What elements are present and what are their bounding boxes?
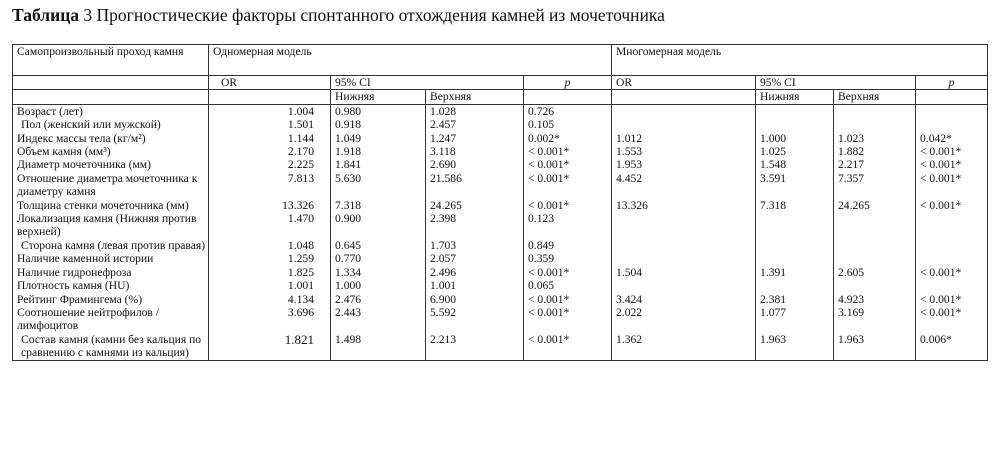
uni-or-cell: 3.696 [209,306,331,333]
uni-or-cell: 13.326 [209,199,331,212]
multi-or-cell [612,212,756,239]
uni-upper-cell: 2.457 [426,118,524,131]
header-row-1 [13,45,988,76]
factor-label-cell: Отношение диаметра мочеточника к диаметру камня [13,172,209,199]
multi-lower-cell: 1.025 [756,145,834,158]
uni-lower-cell: 5.630 [331,172,426,199]
uni-p-cell: 0.123 [524,212,612,239]
multi-p-cell: < 0.001* [916,199,988,212]
uni-p-header: p [524,76,612,90]
uni-p-cell: < 0.001* [524,145,612,158]
multi-p-cell: 0.042* [916,132,988,145]
uni-or-cell: 2.170 [209,145,331,158]
caption-text: 3 Прогностические факторы спонтанного отхождения камней из мочеточника [79,5,665,25]
multi-p-header: p [916,76,988,90]
multi-lower-cell [756,252,834,265]
table-row [13,118,988,131]
uni-or-cell: 1.501 [209,118,331,131]
uni-or-cell: 1.821 [209,333,331,360]
table-row [13,158,988,171]
uni-lower-cell: 0.900 [331,212,426,239]
factor-label-cell: Плотность камня (HU) [13,279,209,292]
multi-upper-header: Верхняя [834,90,916,104]
table-row [13,104,988,118]
multi-lower-cell: 7.318 [756,199,834,212]
uni-p-cell: 0.726 [524,104,612,118]
multi-lower-cell: 1.963 [756,333,834,360]
uni-or-cell: 1.004 [209,104,331,118]
table-row [13,333,988,360]
uni-model-header: Одномерная модель [209,45,612,76]
multi-ci-header: 95% CI [756,76,916,90]
table-row [13,266,988,279]
table-row [13,279,988,292]
multi-or-cell: 13.326 [612,199,756,212]
header-row-3 [13,90,988,104]
uni-lower-cell: 1.841 [331,158,426,171]
table-caption [12,5,665,26]
uni-or-cell: 1.470 [209,212,331,239]
uni-lower-header: Нижняя [331,90,426,104]
uni-p-cell: 0.359 [524,252,612,265]
uni-p-cell: < 0.001* [524,199,612,212]
uni-p-cell: < 0.001* [524,266,612,279]
uni-lower-cell: 1.000 [331,279,426,292]
uni-or-cell: 1.001 [209,279,331,292]
uni-p-cell: < 0.001* [524,293,612,306]
uni-upper-cell: 1.247 [426,132,524,145]
uni-p-cell: 0.105 [524,118,612,131]
multi-lower-cell [756,212,834,239]
uni-lower-cell: 7.318 [331,199,426,212]
table-row [13,239,988,252]
multi-or-cell [612,239,756,252]
multi-lower-cell: 1.000 [756,132,834,145]
multi-p-cell [916,279,988,292]
uni-upper-cell: 2.057 [426,252,524,265]
uni-p-cell: 0.002* [524,132,612,145]
uni-or-cell: 1.825 [209,266,331,279]
table-row [13,212,988,239]
uni-or-cell: 1.259 [209,252,331,265]
multi-p-cell [916,104,988,118]
multi-lower-header: Нижняя [756,90,834,104]
multi-p-cell [916,252,988,265]
uni-lower-cell: 2.443 [331,306,426,333]
uni-or-header: OR [209,76,331,90]
table-row [13,132,988,145]
multi-upper-cell: 4.923 [834,293,916,306]
uni-upper-cell: 3.118 [426,145,524,158]
factor-label-cell: Диаметр мочеточника (мм) [13,158,209,171]
uni-or-cell: 1.048 [209,239,331,252]
uni-p-cell: 0.065 [524,279,612,292]
multi-p-cell [916,118,988,131]
uni-lower-cell: 0.770 [331,252,426,265]
uni-upper-cell: 2.690 [426,158,524,171]
uni-upper-cell: 21.586 [426,172,524,199]
multi-p-cell: < 0.001* [916,145,988,158]
uni-upper-cell: 2.213 [426,333,524,360]
uni-lower-cell: 0.645 [331,239,426,252]
multi-or-cell [612,279,756,292]
caption-bold: Таблица [12,5,80,25]
factor-label-cell: Наличие каменной истории [13,252,209,265]
multi-or-cell: 4.452 [612,172,756,199]
multi-upper-cell: 1.882 [834,145,916,158]
multi-p-cell: < 0.001* [916,266,988,279]
factor-label-cell: Пол (женский или мужской) [13,118,209,131]
uni-p-cell: < 0.001* [524,333,612,360]
uni-lower-cell: 2.476 [331,293,426,306]
multi-upper-cell [834,239,916,252]
multi-lower-cell [756,239,834,252]
multi-p-cell [916,239,988,252]
multi-lower-cell: 3.591 [756,172,834,199]
multi-upper-cell: 2.217 [834,158,916,171]
multi-lower-cell: 1.548 [756,158,834,171]
factor-label-cell: Локализация камня (Нижняя против верхней) [13,212,209,239]
factor-label-cell: Наличие гидронефроза [13,266,209,279]
uni-upper-cell: 1.001 [426,279,524,292]
multi-or-header: OR [612,76,756,90]
multi-upper-cell [834,279,916,292]
multi-or-cell [612,118,756,131]
multi-lower-cell [756,104,834,118]
uni-p-cell: < 0.001* [524,172,612,199]
multi-p-cell: 0.006* [916,333,988,360]
multi-or-cell: 3.424 [612,293,756,306]
uni-lower-cell: 0.980 [331,104,426,118]
multi-lower-cell: 2.381 [756,293,834,306]
factor-label-cell: Состав камня (камни без кальция по сравнению с камнями из кальция) [13,333,209,360]
multi-upper-cell: 1.023 [834,132,916,145]
uni-upper-cell: 24.265 [426,199,524,212]
stone-factors-table [12,44,988,361]
factor-label-cell: Соотношение нейтрофилов / лимфоцитов [13,306,209,333]
uni-upper-cell: 5.592 [426,306,524,333]
multi-or-cell: 1.012 [612,132,756,145]
factor-label-cell: Рейтинг Фрамингема (%) [13,293,209,306]
multi-lower-cell: 1.077 [756,306,834,333]
uni-lower-cell: 1.334 [331,266,426,279]
table-row [13,199,988,212]
uni-upper-cell: 1.028 [426,104,524,118]
multi-or-cell: 1.553 [612,145,756,158]
multi-upper-cell [834,212,916,239]
uni-lower-cell: 1.049 [331,132,426,145]
multi-upper-cell: 24.265 [834,199,916,212]
multi-p-cell: < 0.001* [916,293,988,306]
uni-lower-cell: 1.918 [331,145,426,158]
uni-p-cell: 0.849 [524,239,612,252]
multi-p-cell: < 0.001* [916,172,988,199]
uni-or-cell: 4.134 [209,293,331,306]
uni-p-cell: < 0.001* [524,158,612,171]
multi-upper-cell: 3.169 [834,306,916,333]
multi-upper-cell: 2.605 [834,266,916,279]
multi-lower-cell: 1.391 [756,266,834,279]
multi-upper-cell: 1.963 [834,333,916,360]
multi-upper-cell: 7.357 [834,172,916,199]
factor-label-cell: Объем камня (мм³) [13,145,209,158]
multi-model-header: Многомерная модель [612,45,988,76]
uni-lower-cell: 0.918 [331,118,426,131]
factor-label-cell: Индекс массы тела (кг/м²) [13,132,209,145]
table-row [13,293,988,306]
uni-lower-cell: 1.498 [331,333,426,360]
multi-upper-cell [834,118,916,131]
multi-upper-cell [834,252,916,265]
multi-or-cell: 1.953 [612,158,756,171]
uni-upper-cell: 2.398 [426,212,524,239]
uni-p-cell: < 0.001* [524,306,612,333]
uni-upper-header: Верхняя [426,90,524,104]
multi-p-cell [916,212,988,239]
multi-or-cell: 1.504 [612,266,756,279]
uni-upper-cell: 2.496 [426,266,524,279]
header-row-2 [13,76,988,90]
factor-label-cell: Возраст (лет) [13,104,209,118]
factor-label-cell: Толщина стенки мочеточника (мм) [13,199,209,212]
uni-or-cell: 2.225 [209,158,331,171]
multi-or-cell [612,252,756,265]
multi-p-cell: < 0.001* [916,306,988,333]
outcome-header: Самопроизвольный проход камня [13,45,209,76]
uni-upper-cell: 1.703 [426,239,524,252]
multi-or-cell: 2.022 [612,306,756,333]
factor-label-cell: Сторона камня (левая против правая) [13,239,209,252]
multi-p-cell: < 0.001* [916,158,988,171]
multi-or-cell: 1.362 [612,333,756,360]
table-row [13,145,988,158]
uni-or-cell: 1.144 [209,132,331,145]
uni-upper-cell: 6.900 [426,293,524,306]
multi-or-cell [612,104,756,118]
table-row [13,172,988,199]
table-row [13,306,988,333]
uni-ci-header: 95% CI [331,76,524,90]
uni-or-cell: 7.813 [209,172,331,199]
multi-lower-cell [756,118,834,131]
table-row [13,252,988,265]
multi-upper-cell [834,104,916,118]
multi-lower-cell [756,279,834,292]
